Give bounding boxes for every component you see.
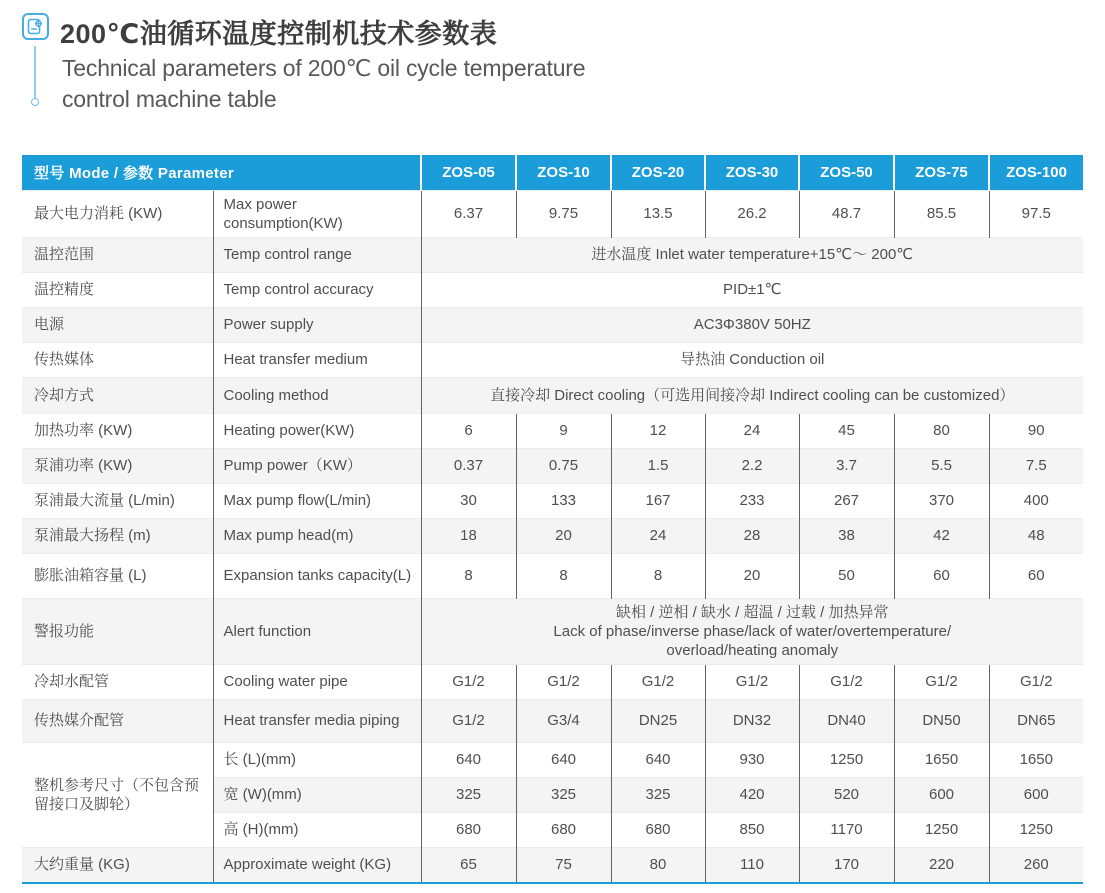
value-cell: 0.37 — [421, 448, 516, 483]
value-cell: 48 — [989, 518, 1083, 553]
param-name-zh: 膨胀油箱容量 (L) — [22, 553, 213, 598]
merged-value-cell: PID±1℃ — [421, 272, 1083, 307]
param-name-en: Pump power（KW） — [213, 448, 421, 483]
value-cell: 1.5 — [611, 448, 705, 483]
param-name-en: Temp control accuracy — [213, 272, 421, 307]
table-row — [22, 742, 1083, 777]
value-cell: 85.5 — [894, 190, 989, 237]
column-header-model: ZOS-10 — [516, 155, 611, 190]
value-cell: 2.2 — [705, 448, 799, 483]
value-cell: G1/2 — [421, 664, 516, 699]
table-row — [22, 307, 1083, 342]
value-cell: 520 — [799, 777, 894, 812]
value-cell: 24 — [611, 518, 705, 553]
param-name-zh: 冷却方式 — [22, 377, 213, 413]
value-cell: 97.5 — [989, 190, 1083, 237]
value-cell: 640 — [516, 742, 611, 777]
value-cell: G1/2 — [705, 664, 799, 699]
value-cell: 167 — [611, 483, 705, 518]
value-cell: 42 — [894, 518, 989, 553]
value-cell: 12 — [611, 413, 705, 448]
table-row — [22, 448, 1083, 483]
table-row — [22, 553, 1083, 598]
value-cell: 680 — [516, 812, 611, 847]
value-cell: 600 — [989, 777, 1083, 812]
value-cell: 1250 — [799, 742, 894, 777]
param-name-en: Alert function — [213, 598, 421, 664]
value-cell: 930 — [705, 742, 799, 777]
value-cell: DN25 — [611, 699, 705, 742]
param-name-zh: 泵浦最大流量 (L/min) — [22, 483, 213, 518]
merged-value-cell: 直接冷却 Direct cooling（可选用间接冷却 Indirect cooling can be customized） — [421, 377, 1083, 413]
param-name-zh: 泵浦最大扬程 (m) — [22, 518, 213, 553]
value-cell: G1/2 — [894, 664, 989, 699]
value-cell: 9.75 — [516, 190, 611, 237]
merged-value-cell: 进水温度 Inlet water temperature+15℃～ 200℃ — [421, 237, 1083, 272]
table-row — [22, 699, 1083, 742]
value-cell: 8 — [516, 553, 611, 598]
value-cell: 8 — [421, 553, 516, 598]
page-title: 200℃油循环温度控制机技术参数表 — [60, 19, 498, 49]
merged-value-cell — [421, 598, 1083, 664]
value-cell: 850 — [705, 812, 799, 847]
value-cell: 13.5 — [611, 190, 705, 237]
param-name-en: Max power consumption(KW) — [213, 190, 421, 237]
param-name-zh: 温控范围 — [22, 237, 213, 272]
param-name-en: Heat transfer media piping — [213, 699, 421, 742]
value-cell: 50 — [799, 553, 894, 598]
value-cell: 1650 — [894, 742, 989, 777]
value-cell: 640 — [611, 742, 705, 777]
param-name-en: Power supply — [213, 307, 421, 342]
header-row — [22, 155, 1083, 190]
value-cell: 370 — [894, 483, 989, 518]
value-cell: 45 — [799, 413, 894, 448]
value-cell: 680 — [421, 812, 516, 847]
column-header-model: ZOS-05 — [421, 155, 516, 190]
value-cell: 400 — [989, 483, 1083, 518]
value-cell: G1/2 — [611, 664, 705, 699]
value-cell: DN50 — [894, 699, 989, 742]
value-cell: 325 — [421, 777, 516, 812]
table-body — [22, 190, 1083, 883]
merged-value-cell: 导热油 Conduction oil — [421, 342, 1083, 377]
value-cell: DN65 — [989, 699, 1083, 742]
value-cell: 1250 — [894, 812, 989, 847]
param-name-en: Heating power(KW) — [213, 413, 421, 448]
table-row — [22, 483, 1083, 518]
value-cell: 80 — [894, 413, 989, 448]
value-cell: G3/4 — [516, 699, 611, 742]
value-cell: 267 — [799, 483, 894, 518]
icon-connector-line — [34, 46, 36, 98]
param-name-en: Expansion tanks capacity(L) — [213, 553, 421, 598]
param-name-zh: 最大电力消耗 (KW) — [22, 190, 213, 237]
table-row — [22, 664, 1083, 699]
table-row — [22, 847, 1083, 883]
param-name-en: Max pump head(m) — [213, 518, 421, 553]
value-cell: 28 — [705, 518, 799, 553]
value-cell: DN32 — [705, 699, 799, 742]
value-cell: 325 — [516, 777, 611, 812]
value-cell: 60 — [894, 553, 989, 598]
param-name-en: Cooling water pipe — [213, 664, 421, 699]
value-cell: 20 — [516, 518, 611, 553]
table-row — [22, 518, 1083, 553]
value-cell: 170 — [799, 847, 894, 883]
param-name-zh: 冷却水配管 — [22, 664, 213, 699]
value-cell: 260 — [989, 847, 1083, 883]
table-row — [22, 190, 1083, 237]
value-cell: 30 — [421, 483, 516, 518]
param-name-en: 长 (L)(mm) — [213, 742, 421, 777]
value-cell: 48.7 — [799, 190, 894, 237]
column-header-model: ZOS-75 — [894, 155, 989, 190]
value-cell: 133 — [516, 483, 611, 518]
table-row — [22, 342, 1083, 377]
value-cell: 65 — [421, 847, 516, 883]
value-cell: 9 — [516, 413, 611, 448]
document-gear-glyph — [27, 18, 44, 35]
icon-connector-dot — [31, 98, 39, 106]
value-cell: G1/2 — [421, 699, 516, 742]
table-row — [22, 272, 1083, 307]
table-row — [22, 598, 1083, 664]
table-header — [22, 155, 1083, 190]
value-cell: 5.5 — [894, 448, 989, 483]
value-cell: 80 — [611, 847, 705, 883]
value-cell: 600 — [894, 777, 989, 812]
param-name-en: Heat transfer medium — [213, 342, 421, 377]
value-cell: 6.37 — [421, 190, 516, 237]
param-name-en: Cooling method — [213, 377, 421, 413]
table-row — [22, 413, 1083, 448]
value-cell: 20 — [705, 553, 799, 598]
param-name-zh: 泵浦功率 (KW) — [22, 448, 213, 483]
merged-value-line: 缺相 / 逆相 / 缺水 / 超温 / 过载 / 加热异常 — [616, 603, 889, 621]
column-header-model: ZOS-20 — [611, 155, 705, 190]
value-cell: 6 — [421, 413, 516, 448]
merged-value-line: Lack of phase/inverse phase/lack of water/overtemperature/ — [553, 622, 952, 640]
param-name-zh: 警报功能 — [22, 598, 213, 664]
value-cell: 26.2 — [705, 190, 799, 237]
value-cell: 640 — [421, 742, 516, 777]
merged-value-cell: AC3Φ380V 50HZ — [421, 307, 1083, 342]
value-cell: G1/2 — [516, 664, 611, 699]
column-header-model: ZOS-30 — [705, 155, 799, 190]
merged-value-line: overload/heating anomaly — [666, 641, 839, 659]
value-cell: 420 — [705, 777, 799, 812]
value-cell: G1/2 — [989, 664, 1083, 699]
value-cell: 233 — [705, 483, 799, 518]
value-cell: 220 — [894, 847, 989, 883]
value-cell: DN40 — [799, 699, 894, 742]
value-cell: 3.7 — [799, 448, 894, 483]
param-name-en: 高 (H)(mm) — [213, 812, 421, 847]
param-name-zh: 加热功率 (KW) — [22, 413, 213, 448]
param-name-en: Approximate weight (KG) — [213, 847, 421, 883]
param-name-en: 宽 (W)(mm) — [213, 777, 421, 812]
document-gear-icon — [22, 13, 49, 40]
param-name-zh: 温控精度 — [22, 272, 213, 307]
value-cell: 1650 — [989, 742, 1083, 777]
value-cell: 680 — [611, 812, 705, 847]
param-name-zh: 传热媒体 — [22, 342, 213, 377]
value-cell: 38 — [799, 518, 894, 553]
value-cell: G1/2 — [799, 664, 894, 699]
value-cell: 0.75 — [516, 448, 611, 483]
column-header-params: 型号 Mode / 参数 Parameter — [22, 155, 421, 190]
page-subtitle-line2: control machine table — [62, 86, 277, 112]
value-cell: 110 — [705, 847, 799, 883]
table-row — [22, 237, 1083, 272]
value-cell: 1250 — [989, 812, 1083, 847]
value-cell: 18 — [421, 518, 516, 553]
param-name-zh: 大约重量 (KG) — [22, 847, 213, 883]
param-name-zh: 电源 — [22, 307, 213, 342]
param-name-en: Max pump flow(L/min) — [213, 483, 421, 518]
param-name-zh: 整机参考尺寸（不包含预留接口及脚轮） — [22, 742, 213, 847]
value-cell: 24 — [705, 413, 799, 448]
page-subtitle-line1: Technical parameters of 200℃ oil cycle temperature — [62, 55, 586, 81]
value-cell: 7.5 — [989, 448, 1083, 483]
value-cell: 60 — [989, 553, 1083, 598]
value-cell: 325 — [611, 777, 705, 812]
column-header-model: ZOS-100 — [989, 155, 1083, 190]
column-header-model: ZOS-50 — [799, 155, 894, 190]
table-row — [22, 377, 1083, 413]
spec-table — [22, 155, 1083, 884]
param-name-zh: 传热媒介配管 — [22, 699, 213, 742]
param-name-en: Temp control range — [213, 237, 421, 272]
value-cell: 75 — [516, 847, 611, 883]
value-cell: 1170 — [799, 812, 894, 847]
value-cell: 8 — [611, 553, 705, 598]
value-cell: 90 — [989, 413, 1083, 448]
